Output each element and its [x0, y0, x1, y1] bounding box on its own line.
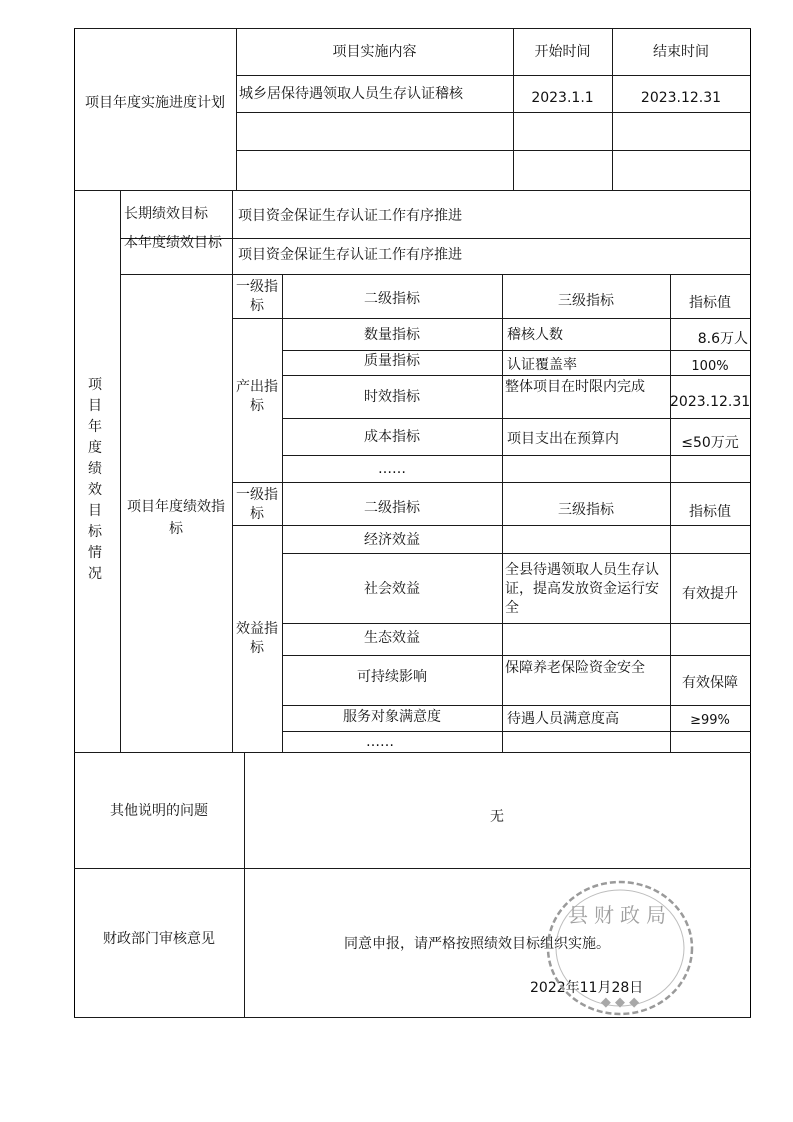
benefit-row-level3: 全县待遇领取人员生存认证，提高发放资金运行安全	[505, 562, 659, 616]
output-row-value: 100%	[691, 359, 729, 374]
plan-row-start: 2023.1.1	[531, 90, 594, 106]
output-header-level3: 三级指标	[558, 293, 614, 309]
output-row-value: ≤50万元	[681, 435, 739, 451]
section-line	[74, 752, 751, 753]
outer-top-border	[74, 28, 751, 29]
annual-goal-value: 项目资金保证生存认证工作有序推进	[238, 247, 462, 263]
indicator-row-line	[232, 482, 750, 483]
official-seal	[540, 874, 700, 1022]
plan-row-line	[236, 75, 750, 76]
indicator-row-line	[282, 705, 750, 706]
output-row-level2: 质量指标	[364, 353, 420, 369]
long-term-goal-label: 长期绩效目标	[124, 206, 208, 222]
benefit-header-level1: 一级指标	[236, 487, 278, 522]
finance-date: 2022年11月28日	[530, 980, 644, 996]
benefit-row-value: 有效保障	[682, 675, 738, 691]
output-row-level2: ……	[378, 461, 406, 477]
plan-row-end: 2023.12.31	[640, 90, 722, 106]
benefit-row-level2: 可持续影响	[357, 669, 427, 685]
output-level1-label: 产出指标	[236, 379, 278, 414]
benefit-level1-label: 效益指标	[236, 621, 278, 656]
svg-text:县财政局: 县财政局	[568, 903, 672, 927]
output-row-level2: 时效指标	[364, 389, 420, 405]
benefit-header-level3: 三级指标	[558, 502, 614, 518]
indicators-label: 项目年度绩效指标	[127, 499, 225, 537]
indicator-row-line	[232, 318, 750, 319]
indicator-row-line	[282, 418, 750, 419]
plan-row-line	[236, 150, 750, 151]
benefit-header-level2: 二级指标	[364, 500, 420, 516]
long-term-goal-value: 项目资金保证生存认证工作有序推进	[238, 208, 462, 224]
outer-left-border	[74, 28, 75, 1018]
finance-label: 财政部门审核意见	[103, 931, 215, 947]
output-header-level1: 一级指标	[236, 279, 278, 314]
section-line	[74, 190, 751, 191]
indicator-row-line	[282, 455, 750, 456]
indicator-row-line	[282, 350, 750, 351]
benefit-row-value: 有效提升	[682, 586, 738, 602]
plan-header-content: 项目实施内容	[332, 44, 417, 60]
benefit-row-level2: 服务对象满意度	[343, 709, 441, 725]
output-row-level3: 整体项目在时限内完成	[505, 379, 645, 395]
outer-right-border	[750, 28, 751, 1018]
other-divider	[244, 752, 245, 1017]
benefit-row-level2: 经济效益	[364, 532, 420, 548]
plan-row-line	[236, 112, 750, 113]
finance-opinion: 同意申报，请严格按照绩效目标组织实施。	[344, 936, 610, 952]
output-row-level3: 项目支出在预算内	[507, 431, 619, 447]
plan-row-content: 城乡居保待遇领取人员生存认证稽核	[239, 86, 463, 102]
indicator-row-line	[282, 655, 750, 656]
benefit-row-level2: ……	[366, 734, 394, 750]
svg-text:◆ ◆ ◆: ◆ ◆ ◆	[600, 995, 640, 1010]
annual-goal-label: 本年度绩效目标	[124, 235, 222, 251]
indicator-row-line	[282, 731, 750, 732]
benefit-row-level3: 待遇人员满意度高	[507, 711, 619, 727]
benefit-row-level2: 生态效益	[364, 630, 420, 646]
plan-header-start: 开始时间	[534, 44, 591, 60]
plan-header-end: 结束时间	[653, 44, 709, 60]
output-header-value: 指标值	[689, 295, 731, 311]
benefit-row-value: ≥99%	[690, 713, 730, 728]
output-row-value: 8.6万人	[697, 331, 748, 347]
output-row-level2: 成本指标	[364, 429, 420, 445]
indicator-row-line	[282, 623, 750, 624]
output-header-level2: 二级指标	[364, 291, 420, 307]
goals-section-label: 项目年度绩效目标情况	[88, 377, 102, 582]
output-row-value: 2023.12.31	[670, 394, 751, 410]
benefit-header-value: 指标值	[689, 504, 731, 520]
output-row-level3: 稽核人数	[507, 327, 563, 343]
other-label: 其他说明的问题	[110, 803, 208, 819]
indicator-row-line	[282, 553, 750, 554]
output-row-level3: 认证覆盖率	[507, 357, 577, 373]
benefit-row-level3: 保障养老保险资金安全	[505, 660, 645, 676]
other-value: 无	[490, 809, 504, 825]
section-line	[74, 868, 751, 869]
plan-label: 项目年度实施进度计划	[85, 95, 225, 111]
output-row-level2: 数量指标	[364, 327, 420, 343]
benefit-row-level2: 社会效益	[364, 581, 420, 597]
indicator-row-line	[232, 525, 750, 526]
goals-row-line	[120, 274, 750, 275]
